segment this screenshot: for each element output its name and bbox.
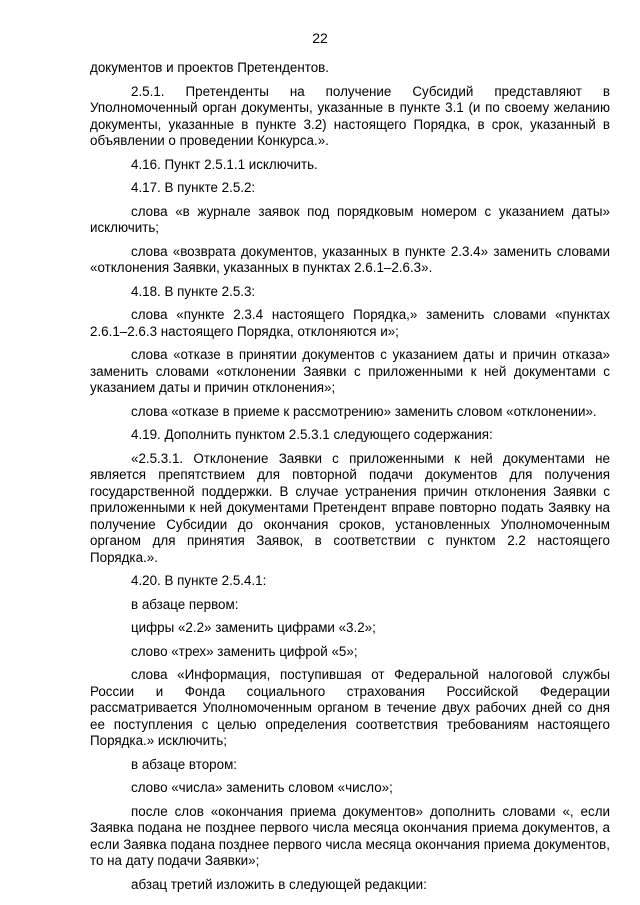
paragraph: 4.16. Пункт 2.5.1.1 исключить. [131, 156, 318, 172]
document-body [90, 60, 610, 893]
paragraph: слова «пункте 2.3.4 настоящего Порядка,» заменить словами «пунктах 2.6.1–2.6.3 настоящего Порядка, отклоняются и»; [90, 307, 610, 339]
paragraph: слова «отказе в приеме к рассмотрению» заменить словом «отклонении». [131, 403, 597, 419]
paragraph: в абзаце первом: [131, 596, 239, 612]
paragraph: цифры «2.2» заменить цифрами «3.2»; [131, 620, 376, 635]
paragraph: слова «в журнале заявок под порядковым номером с указанием даты» исключить; [90, 203, 610, 235]
paragraph: 4.17. В пункте 2.5.2: [131, 180, 256, 195]
paragraph: в абзаце втором: [131, 756, 237, 772]
paragraph: абзац третий изложить в следующей редакции: [131, 876, 427, 892]
page-number: 22 [312, 30, 328, 46]
paragraph: «2.5.3.1. Отклонение Заявки с приложенными к ней документами не является препятствием для повторной подачи документов для получения государственной поддержки. В случае устранения причин отклонения Заявки с приложенными к ней документами Претендент вправе повторно подать Заявку на получение Субсидии до окончания сроков, установленных Уполномоченным органом для принятия Заявок, в соответствии с пунктом 2.2 настоящего Порядка.». [90, 450, 610, 565]
paragraph: 4.20. В пункте 2.5.4.1: [131, 573, 267, 588]
paragraph: документов и проектов Претендентов. [90, 60, 330, 75]
paragraph: слово «трех» заменить цифрой «5»; [131, 643, 358, 659]
paragraph: 4.19. Дополнить пунктом 2.5.3.1 следующего содержания: [131, 427, 493, 442]
paragraph: слова «отказе в принятии документов с указанием даты и причин отказа» заменить словами «отклонении Заявки с приложенными к ней документами с указанием даты и причин отклонения»; [90, 347, 610, 395]
paragraph: слово «числа» заменить словом «число»; [131, 780, 393, 795]
paragraph: слова «Информация, поступившая от Федеральной налоговой службы России и Фонда социального страхования Российской Федерации рассматривается Уполномоченным органом в течение двух рабочих дней со дня ее поступления с целью определения соответствия требованиям настоящего Порядка.» исключить; [90, 667, 610, 748]
paragraph: 2.5.1. Претенденты на получение Субсидий представляют в Уполномоченный орган документы, указанные в пункте 3.1 (и по своему желанию документы, указанные в пункте 3.2) настоящего Порядка, в срок, указанный в объявлении о проведении Конкурса.». [90, 83, 610, 148]
paragraph: 4.18. В пункте 2.5.3: [131, 283, 256, 299]
paragraph: после слов «окончания приема документов» дополнить словами «, если Заявка подана не позднее первого числа месяца окончания приема документов, а если Заявка подана позднее первого числа месяца окончания приема документов, то на дату подачи Заявки»; [90, 803, 610, 868]
paragraph: слова «возврата документов, указанных в пункте 2.3.4» заменить словами «отклонения Заявки, указанных в пунктах 2.6.1–2.6.3». [90, 243, 610, 275]
